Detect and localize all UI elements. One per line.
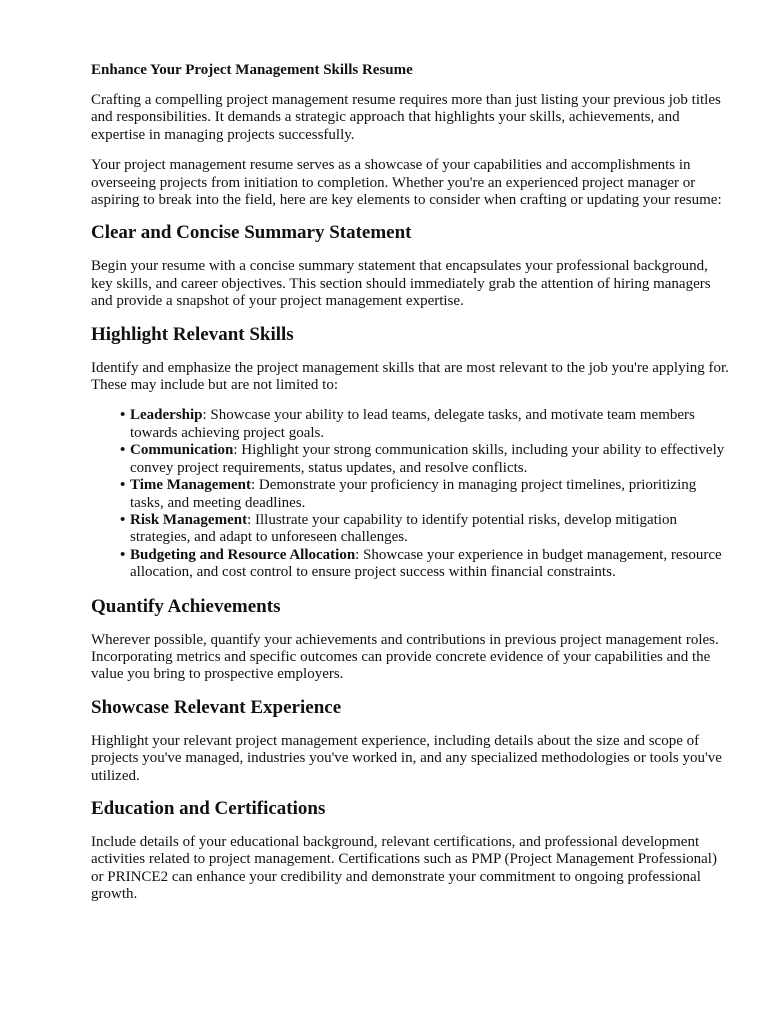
bullet-icon: • [120,407,126,424]
skill-term: Leadership [130,407,203,424]
section-heading-experience: Showcase Relevant Experience [91,696,342,718]
document-title: Enhance Your Project Management Skills Resume [91,62,413,78]
list-item-risk-management [120,512,731,547]
skills-list [120,407,731,581]
skill-description: : Illustrate your capability to identify potential risks, develop mitigation strategies, and adapt to unforeseen challenges. [130,511,677,546]
bullet-icon: • [120,546,126,563]
bullet-icon: • [120,477,126,494]
document-page [91,60,731,917]
section-body-education: Include details of your educational background, relevant certifications, and professional development activities related to project management. Certifications such as PMP (Project Management Professional) or PRINCE2 can enhance your credibility and demonstrate your commitment to ongoing professional growth. [91,833,717,903]
skill-description: : Showcase your ability to lead teams, delegate tasks, and motivate team members towards achieving project goals. [130,407,695,441]
skill-description: : Demonstrate your proficiency in managing project timelines, prioritizing tasks, and meeting deadlines. [130,477,697,511]
skill-term: Time Management [130,477,251,494]
intro-paragraph-2: Your project management resume serves as a showcase of your capabilities and accomplishments in overseeing projects from initiation to completion. Whether you're an experienced project manager or aspiring to break into the field, here are key elements to consider when crafting or updating your resume: [91,157,722,209]
intro-paragraph-1: Crafting a compelling project management resume requires more than just listing your previous job titles and responsibilities. It demands a strategic approach that highlights your skills, achievements, and expertise in managing projects successfully. [91,92,721,143]
skill-term: Budgeting and Resource Allocation [130,546,356,563]
section-heading-summary: Clear and Concise Summary Statement [91,222,412,244]
skill-term: Communication [130,442,234,459]
list-item-budgeting [120,547,731,582]
skill-description: : Showcase your experience in budget management, resource allocation, and cost control to ensure project success within financial constraints. [130,546,722,581]
list-item-time-management [120,477,731,512]
section-body-skills: Identify and emphasize the project management skills that are most relevant to the job you're applying for. These may include but are not limited to: [91,359,729,394]
list-item-leadership [120,407,731,442]
section-heading-skills: Highlight Relevant Skills [91,323,294,345]
list-item-communication [120,442,731,477]
skill-description: : Highlight your strong communication skills, including your ability to effectively convey project requirements, status updates, and resolve conflicts. [130,442,725,476]
section-body-experience: Highlight your relevant project management experience, including details about the size and scope of projects you've managed, industries you've worked in, and any specialized methodologies or tools you've utilized. [91,732,722,784]
bullet-icon: • [120,442,126,459]
section-body-achievements: Wherever possible, quantify your achievements and contributions in previous project management roles. Incorporating metrics and specific outcomes can provide concrete evidence of your capabilities and the value you bring to prospective employers. [91,631,719,683]
section-heading-achievements: Quantify Achievements [91,595,281,617]
section-body-summary: Begin your resume with a concise summary statement that encapsulates your professional background, key skills, and career objectives. This section should immediately grab the attention of hiring managers and provide a snapshot of your project management expertise. [91,258,711,310]
skill-term: Risk Management [130,511,248,528]
bullet-icon: • [120,511,126,528]
section-heading-education: Education and Certifications [91,797,326,819]
